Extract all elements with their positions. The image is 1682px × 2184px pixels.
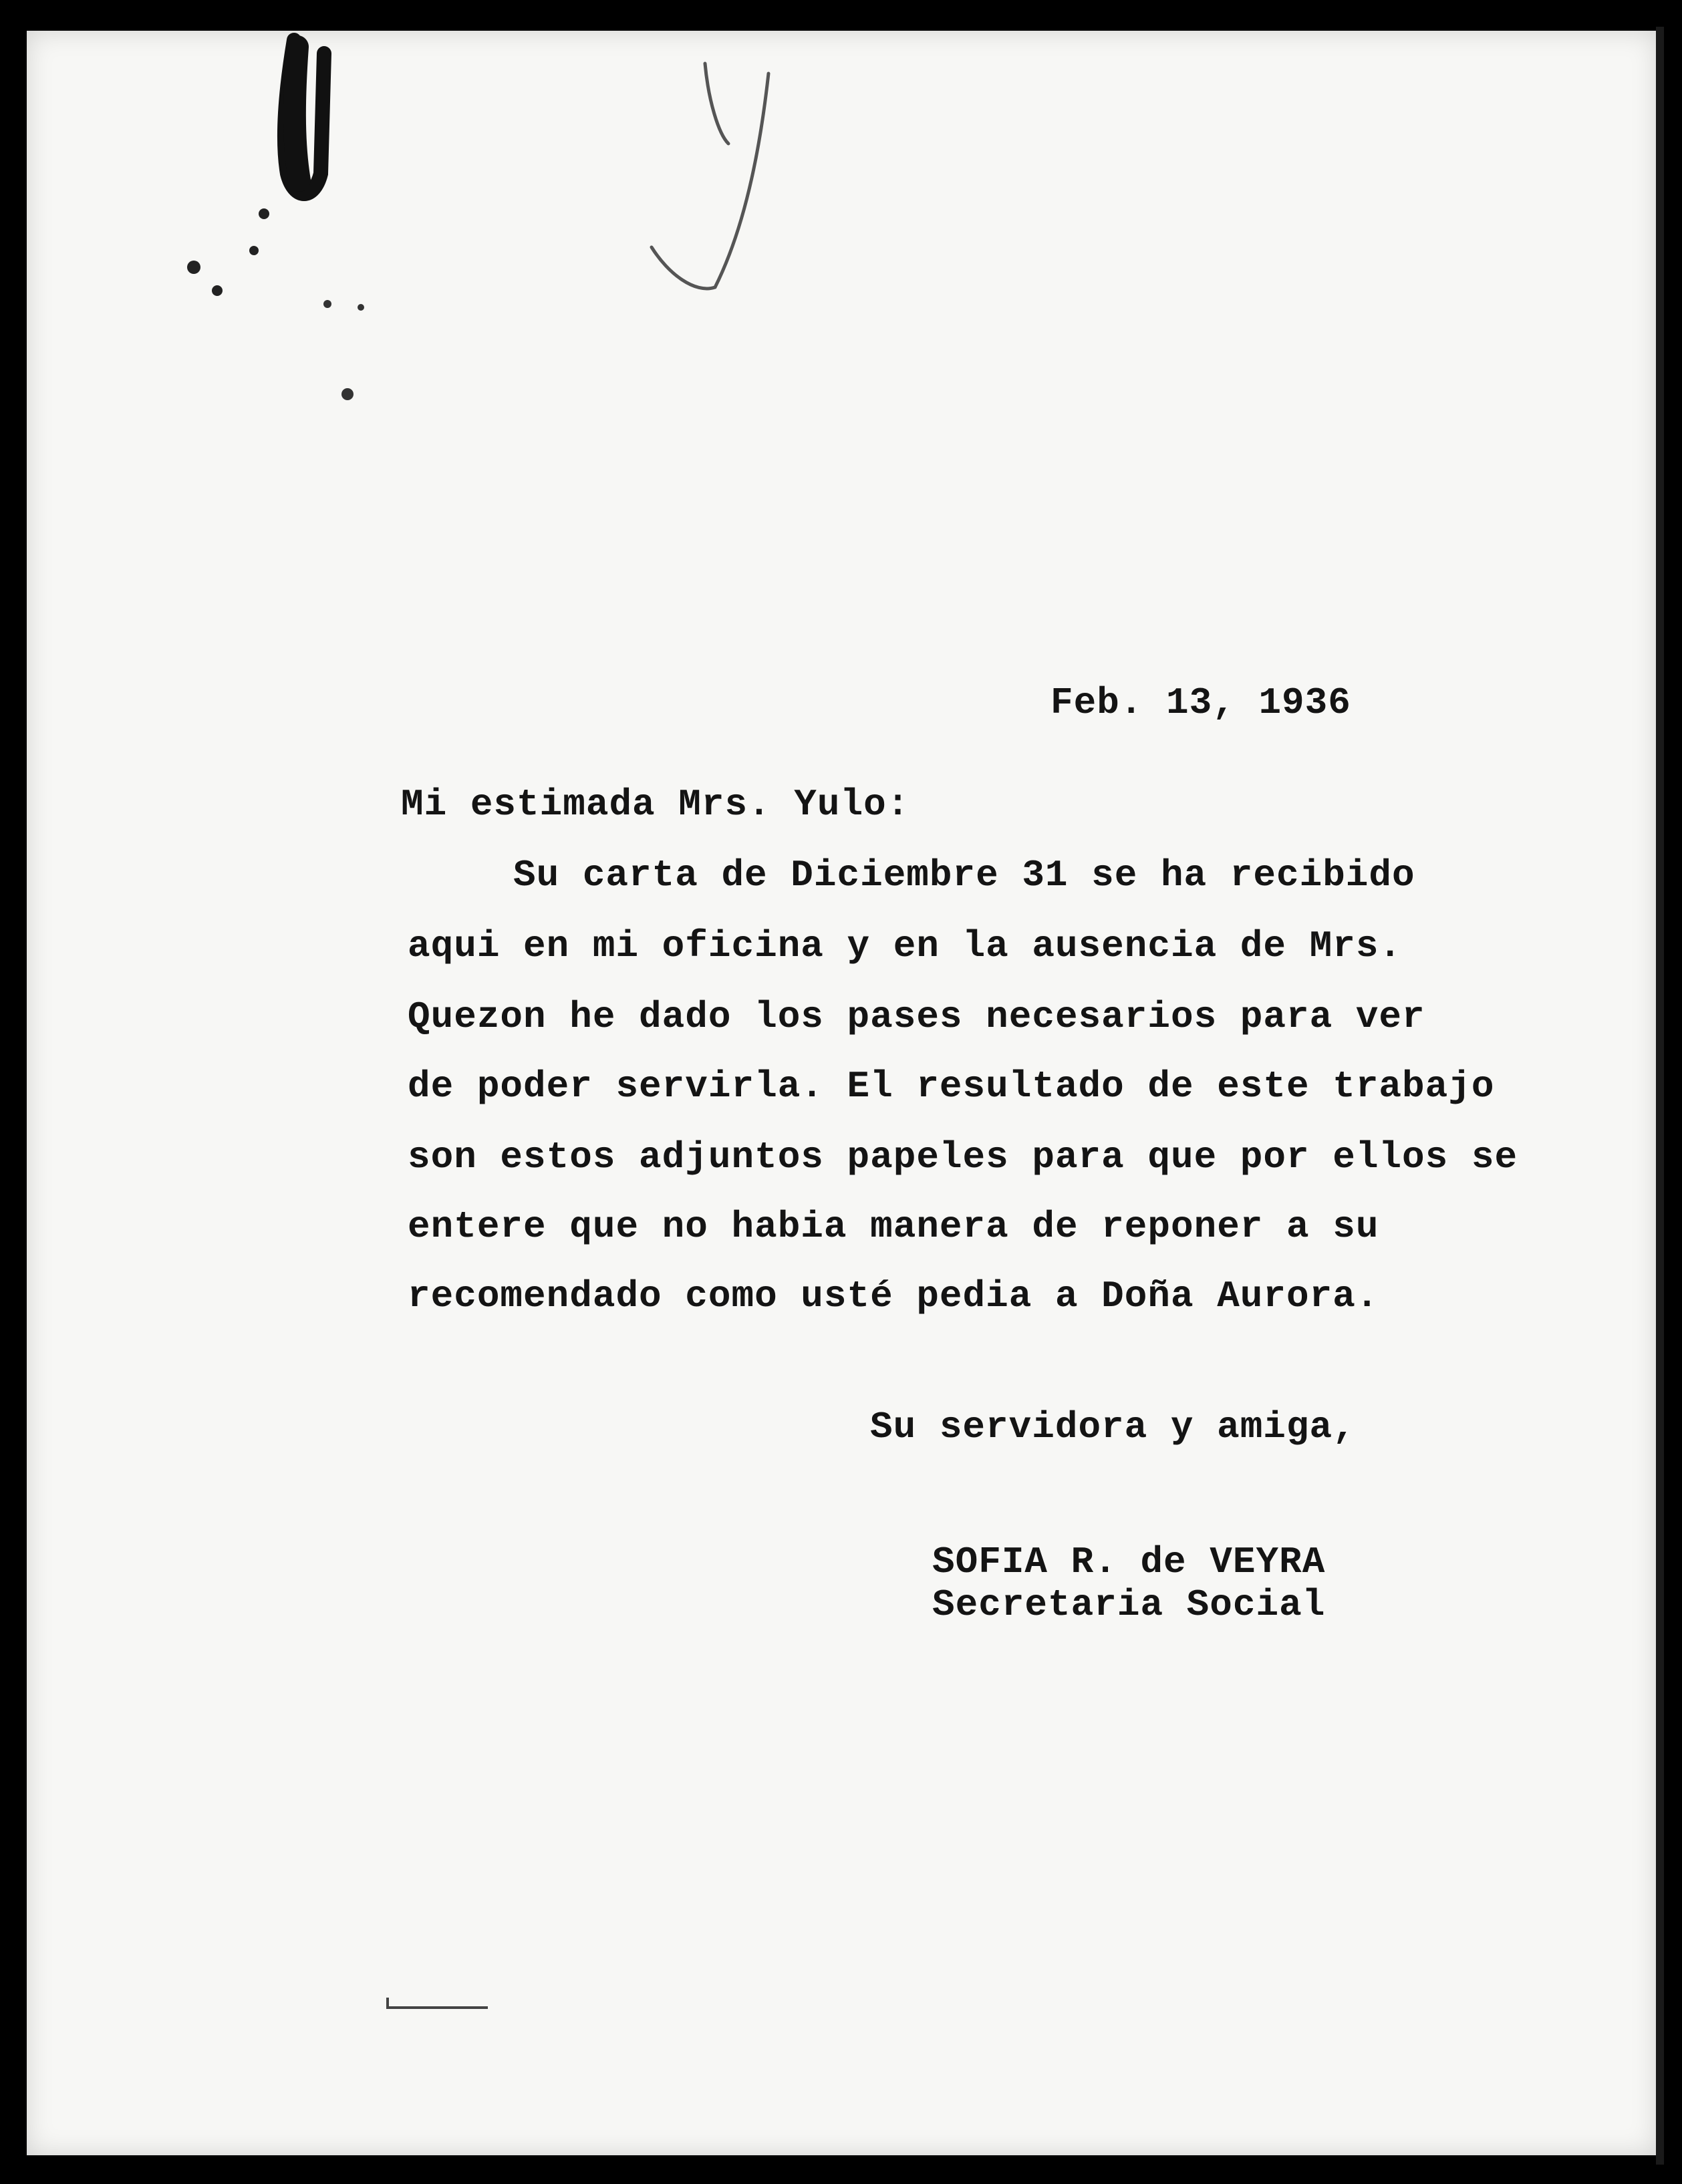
corner-mark	[388, 1998, 488, 2008]
closing: Su servidora y amiga,	[870, 1406, 1356, 1448]
signature-name: SOFIA R. de VEYRA	[932, 1541, 1326, 1583]
clip-mark-inner	[295, 47, 299, 180]
handwritten-check	[652, 63, 768, 289]
body-line: Su carta de Diciembre 31 se ha recibido	[513, 854, 1415, 897]
body-line: entere que no habia manera de reponer a su	[408, 1205, 1379, 1248]
letter-date: Feb. 13, 1936	[1050, 681, 1351, 724]
body-line: de poder servirla. El resultado de este trabajo	[408, 1065, 1495, 1108]
ink-dot	[249, 246, 259, 255]
ink-dot	[259, 208, 269, 219]
ink-dot	[212, 285, 223, 296]
ink-dot	[358, 304, 364, 311]
signature-title: Secretaria Social	[932, 1583, 1326, 1626]
salutation: Mi estimada Mrs. Yulo:	[401, 783, 910, 826]
body-line: recomendado como usté pedia a Doña Aurora.	[408, 1275, 1379, 1317]
body-line: aqui en mi oficina y en la ausencia de Mrs.	[408, 925, 1403, 967]
ink-dot	[323, 300, 331, 308]
ink-dot	[187, 261, 200, 274]
ink-dot	[341, 388, 354, 400]
body-line: son estos adjuntos papeles para que por ellos se	[408, 1136, 1518, 1179]
body-line: Quezon he dado los pases necesarios para ver	[408, 995, 1425, 1038]
